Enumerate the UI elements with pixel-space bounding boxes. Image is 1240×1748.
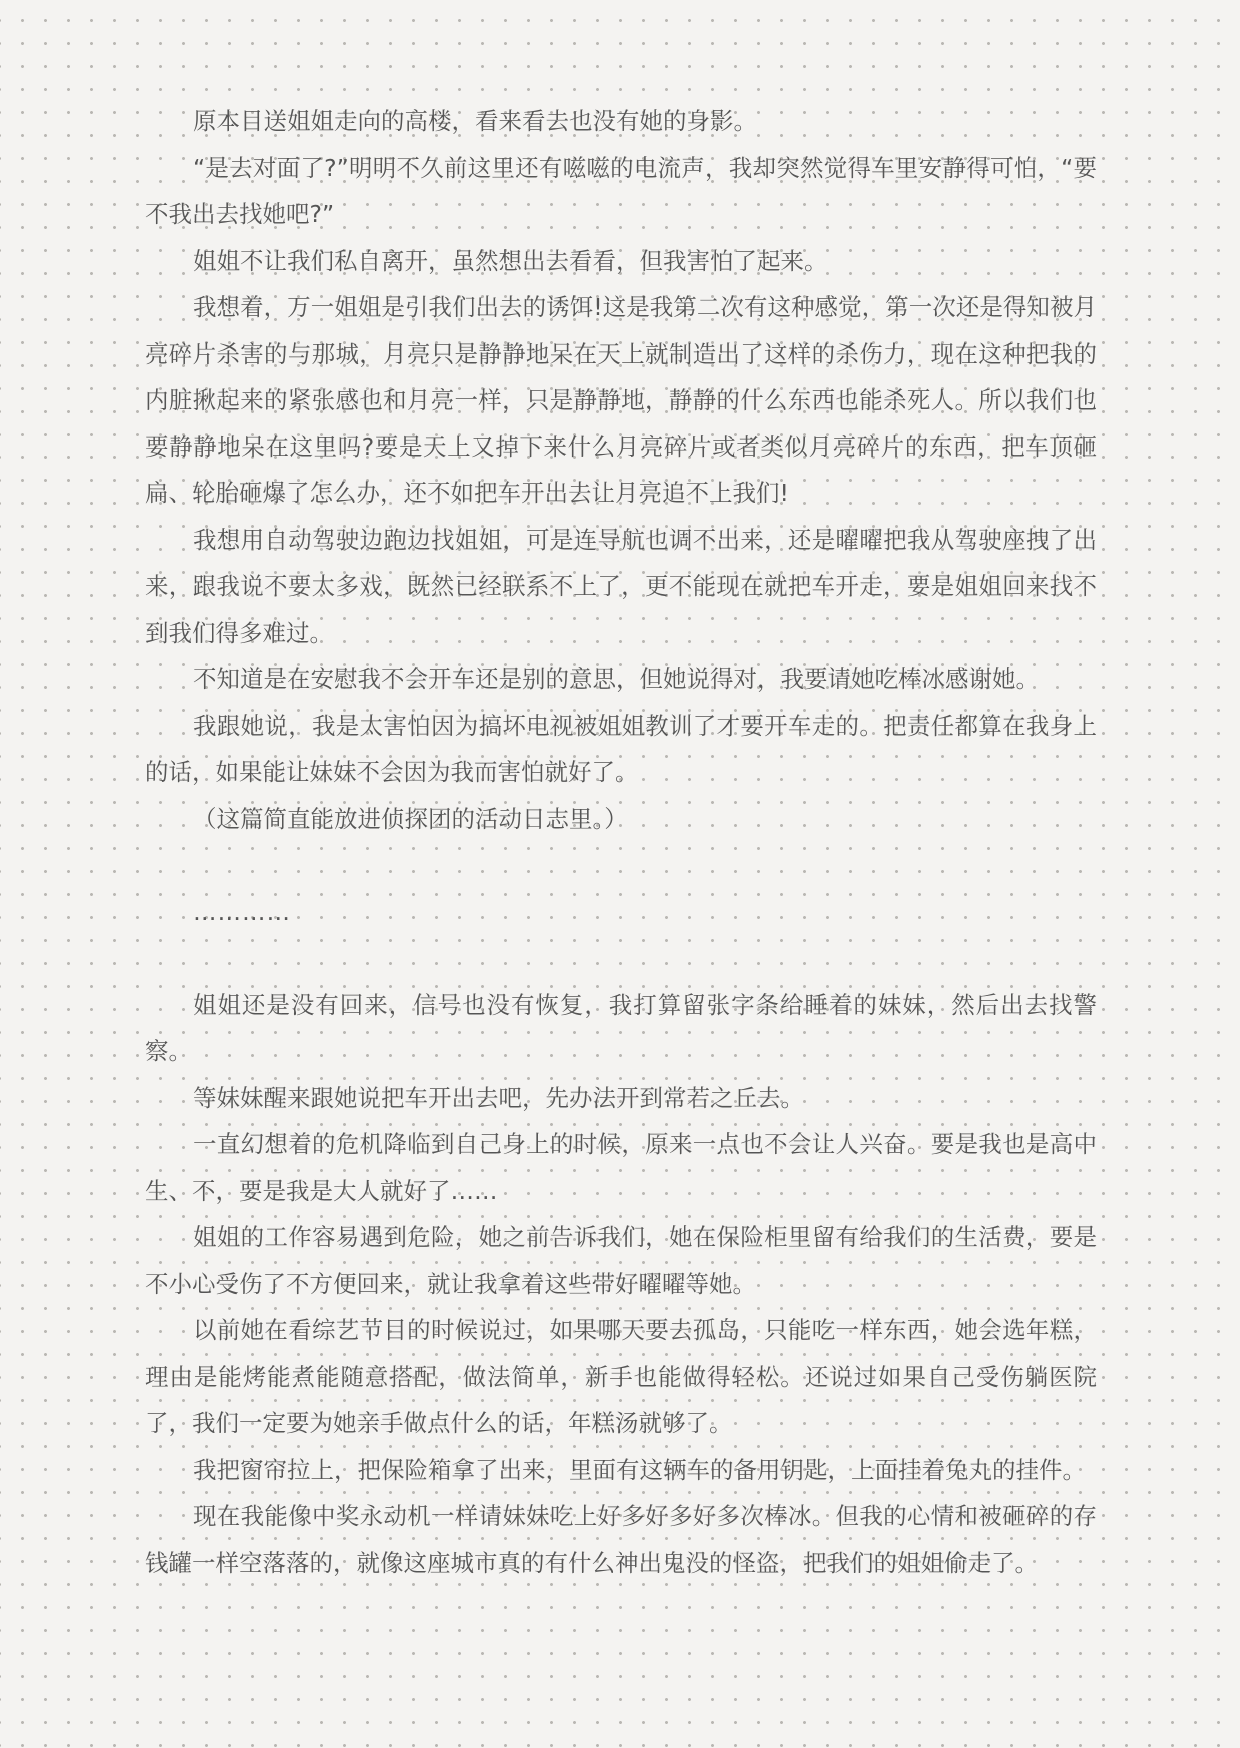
paragraph: 等妹妹醒来跟她说把车开出去吧，先办法开到常若之丘去。 — [193, 1083, 804, 1112]
blank-line — [145, 842, 1097, 889]
paragraph: 姐姐的工作容易遇到危险，她之前告诉我们，她在保险柜里留有给我们的生活费，要是不小心受伤了不方便回来，就让我拿着这些带好曜曜等她。 — [145, 1223, 1097, 1298]
paragraph: 我想着，万一姐姐是引我们出去的诱饵!这是我第二次有这种感觉，第一次还是得知被月亮碎片杀害的与那城，月亮只是静静地呆在天上就制造出了这样的杀伤力，现在这种把我的内脏揪起来的紧张感也和月亮一样，只是静静地，静静的什么东西也能杀死人。所以我们也要静静地呆在这里吗?要是天上又掉下来什么月亮碎片或者类似月亮碎片的东西，把车顶砸扁、轮胎砸爆了怎么办，还不如把车开出去让月亮追不上我们! — [145, 293, 1097, 507]
section-break-ellipsis: ………… — [193, 897, 291, 926]
paragraph: 不知道是在安慰我不会开车还是别的意思，但她说得对，我要请她吃棒冰感谢她。 — [193, 665, 1039, 693]
story-text — [145, 98, 1097, 1586]
paragraph: 现在我能像中奖永动机一样请妹妹吃上好多好多好多次棒冰。但我的心情和被砸碎的存钱罐一样空落落的，就像这座城市真的有什么神出鬼没的怪盗，把我们的姐姐偷走了。 — [145, 1502, 1097, 1577]
paragraph: 姐姐还是没有回来，信号也没有恢复，我打算留张字条给睡着的妹妹，然后出去找警察。 — [145, 990, 1097, 1065]
paragraph: 我想用自动驾驶边跑边找姐姐，可是连导航也调不出来，还是曜曜把我从驾驶座拽了出来，跟我说不要太多戏，既然已经联系不上了，更不能现在就把车开走，要是姐姐回来找不到我们得多难过。 — [145, 525, 1097, 647]
paragraph: （这篇简直能放进侦探团的活动日志里。） — [193, 804, 628, 833]
paragraph: 一直幻想着的危机降临到自己身上的时候，原来一点也不会让人兴奋。要是我也是高中生、不，要是我是大人就好了…… — [145, 1130, 1097, 1205]
blank-line — [145, 935, 1097, 982]
paragraph: 原本目送姐姐走向的高楼，看来看去也没有她的身影。 — [193, 107, 757, 135]
paragraph: 姐姐不让我们私自离开，虽然想出去看看，但我害怕了起来。 — [193, 246, 828, 275]
paragraph: 我跟她说，我是太害怕因为搞坏电视被姐姐教训了才要开车走的。把责任都算在我身上的话，如果能让妹妹不会因为我而害怕就好了。 — [145, 711, 1097, 786]
paragraph: 我把窗帘拉上，把保险箱拿了出来，里面有这辆车的备用钥匙，上面挂着兔丸的挂件。 — [193, 1455, 1086, 1484]
paragraph: 以前她在看综艺节目的时候说过，如果哪天要去孤岛，只能吃一样东西，她会选年糕，理由是能烤能煮能随意搭配，做法简单，新手也能做得轻松。还说过如果自己受伤躺医院了，我们一定要为她亲手做点什么的话，年糕汤就够了。 — [145, 1316, 1097, 1437]
paragraph: “是去对面了?”明明不久前这里还有嗞嗞的电流声，我却突然觉得车里安静得可怕，“要不我出去找她吧?” — [145, 153, 1097, 228]
